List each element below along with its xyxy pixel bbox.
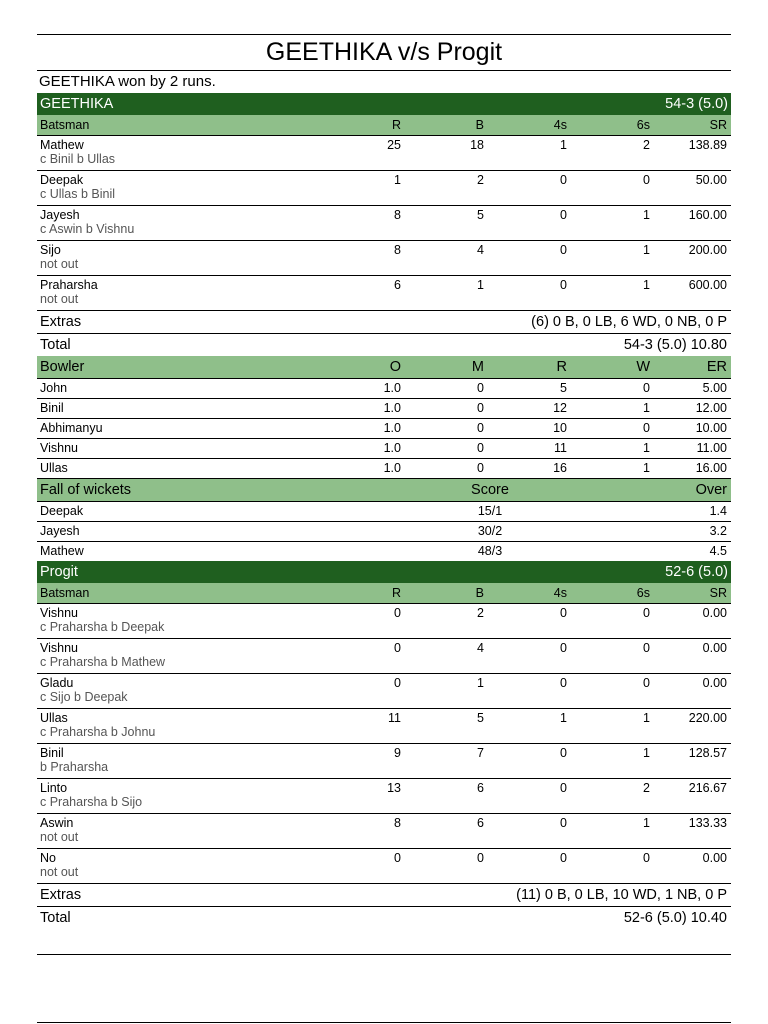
dismissal: c Sijo b Deepak (40, 690, 128, 704)
total-label: Total (40, 337, 71, 353)
table-row (37, 241, 731, 276)
extras-label: Extras (40, 887, 82, 903)
page-title: GEETHIKA v/s Progit (37, 34, 731, 71)
sixes: 1 (643, 816, 650, 830)
total-label: Total (40, 910, 71, 926)
fow-header (37, 479, 731, 502)
bowling-header (37, 356, 731, 379)
economy: 5.00 (702, 381, 727, 395)
overs: 1.0 (383, 381, 401, 395)
batsman-name: Vishnu (40, 641, 78, 655)
table-row (37, 171, 731, 206)
balls: 6 (477, 816, 484, 830)
col-r: R (556, 359, 567, 375)
table-row (37, 639, 731, 674)
wickets: 1 (643, 461, 650, 475)
runs: 0 (394, 676, 401, 690)
sixes: 0 (643, 676, 650, 690)
sixes: 0 (643, 173, 650, 187)
bowler-name: Abhimanyu (40, 421, 103, 435)
runs: 6 (394, 278, 401, 292)
team-name: Progit (40, 564, 78, 580)
sixes: 0 (643, 851, 650, 865)
runs: 9 (394, 746, 401, 760)
sixes: 0 (643, 641, 650, 655)
overs: 1.0 (383, 421, 401, 435)
innings-1-batting (37, 136, 731, 311)
dismissal: not out (40, 865, 79, 879)
strike-rate: 50.00 (695, 173, 727, 187)
strike-rate: 600.00 (688, 278, 727, 292)
sixes: 1 (643, 208, 650, 222)
table-row (37, 206, 731, 241)
overs: 1.0 (383, 401, 401, 415)
match-result: GEETHIKA won by 2 runs. (39, 73, 216, 90)
fow-over: 3.2 (709, 524, 727, 538)
balls: 1 (477, 278, 484, 292)
runs: 1 (394, 173, 401, 187)
maidens: 0 (477, 461, 484, 475)
balls: 1 (477, 676, 484, 690)
runs: 10 (553, 421, 567, 435)
wickets: 1 (643, 441, 650, 455)
table-row (37, 849, 731, 884)
economy: 10.00 (695, 421, 727, 435)
team-score: 52-6 (5.0) (665, 564, 728, 580)
dismissal: not out (40, 292, 79, 306)
strike-rate: 133.33 (688, 816, 727, 830)
fow-score: 30/2 (477, 524, 503, 538)
balls: 6 (477, 781, 484, 795)
economy: 16.00 (695, 461, 727, 475)
batsman-name: Vishnu (40, 606, 78, 620)
batsman-name: Mathew (40, 138, 84, 152)
wickets: 0 (643, 421, 650, 435)
strike-rate: 160.00 (688, 208, 727, 222)
table-row (37, 379, 731, 399)
bowler-name: John (40, 381, 68, 395)
batsman-name: Sijo (40, 243, 61, 257)
runs: 25 (387, 138, 401, 152)
col-sr: SR (709, 586, 727, 600)
table-row (37, 399, 731, 419)
fours: 0 (560, 851, 567, 865)
batting-header (37, 583, 731, 604)
balls: 4 (477, 243, 484, 257)
table-row (37, 439, 731, 459)
innings-2-header (37, 561, 731, 583)
col-er: ER (706, 359, 727, 375)
maidens: 0 (477, 401, 484, 415)
dismissal: c Praharsha b Johnu (40, 725, 156, 739)
table-row (37, 709, 731, 744)
table-row (37, 459, 731, 479)
strike-rate: 0.00 (702, 606, 727, 620)
batsman-name: Ullas (40, 711, 68, 725)
fours: 0 (560, 173, 567, 187)
table-row (37, 814, 731, 849)
team-score: 54-3 (5.0) (665, 96, 728, 112)
fours: 0 (560, 243, 567, 257)
runs: 12 (553, 401, 567, 415)
fow-batsman: Mathew (40, 544, 84, 558)
strike-rate: 216.67 (688, 781, 727, 795)
table-row (37, 604, 731, 639)
fours: 1 (560, 138, 567, 152)
fow-batsman: Jayesh (40, 524, 80, 538)
extras-row (37, 311, 731, 334)
sixes: 2 (643, 781, 650, 795)
overs: 1.0 (383, 441, 401, 455)
dismissal: c Binil b Ullas (40, 152, 116, 166)
maidens: 0 (477, 381, 484, 395)
team-name: GEETHIKA (40, 96, 114, 112)
fours: 1 (560, 711, 567, 725)
fow-score: 15/1 (477, 504, 503, 518)
col-bowler: Bowler (40, 359, 85, 375)
table-row (37, 419, 731, 439)
divider (37, 954, 731, 955)
innings-1-fow (37, 502, 731, 561)
balls: 5 (477, 711, 484, 725)
col-sr: SR (709, 118, 727, 132)
fours: 0 (560, 641, 567, 655)
dismissal: c Praharsha b Deepak (40, 620, 165, 634)
maidens: 0 (477, 421, 484, 435)
col-4s: 4s (553, 118, 567, 132)
wickets: 1 (643, 401, 650, 415)
fours: 0 (560, 676, 567, 690)
total-value: 54-3 (5.0) 10.80 (623, 337, 727, 353)
table-row (37, 136, 731, 171)
runs: 16 (553, 461, 567, 475)
innings-2-batting (37, 604, 731, 884)
col-m: M (471, 359, 484, 375)
strike-rate: 0.00 (702, 641, 727, 655)
batsman-name: No (40, 851, 56, 865)
col-b: B (475, 586, 484, 600)
runs: 8 (394, 243, 401, 257)
fow-over: 1.4 (709, 504, 727, 518)
runs: 0 (394, 606, 401, 620)
strike-rate: 138.89 (688, 138, 727, 152)
col-batsman: Batsman (40, 586, 90, 600)
table-row (37, 502, 731, 522)
overs: 1.0 (383, 461, 401, 475)
dismissal: c Praharsha b Mathew (40, 655, 166, 669)
fow-over: 4.5 (709, 544, 727, 558)
balls: 0 (477, 851, 484, 865)
fow-batsman: Deepak (40, 504, 84, 518)
runs: 0 (394, 641, 401, 655)
strike-rate: 220.00 (688, 711, 727, 725)
bowler-name: Ullas (40, 461, 68, 475)
economy: 12.00 (695, 401, 727, 415)
batsman-name: Gladu (40, 676, 74, 690)
col-batsman: Batsman (40, 118, 90, 132)
dismissal: not out (40, 257, 79, 271)
strike-rate: 200.00 (688, 243, 727, 257)
sixes: 2 (643, 138, 650, 152)
runs: 8 (394, 208, 401, 222)
dismissal: c Praharsha b Sijo (40, 795, 143, 809)
table-row (37, 542, 731, 561)
strike-rate: 0.00 (702, 676, 727, 690)
runs: 13 (387, 781, 401, 795)
fours: 0 (560, 606, 567, 620)
extras-value: (6) 0 B, 0 LB, 6 WD, 0 NB, 0 P (531, 314, 727, 330)
total-row (37, 334, 731, 356)
extras-value: (11) 0 B, 0 LB, 10 WD, 1 NB, 0 P (516, 887, 727, 903)
extras-label: Extras (40, 314, 82, 330)
strike-rate: 128.57 (688, 746, 727, 760)
col-o: O (389, 359, 401, 375)
fours: 0 (560, 816, 567, 830)
runs: 0 (394, 851, 401, 865)
dismissal: c Ullas b Binil (40, 187, 116, 201)
col-4s: 4s (553, 586, 567, 600)
maidens: 0 (477, 441, 484, 455)
table-row (37, 674, 731, 709)
batsman-name: Aswin (40, 816, 74, 830)
col-over: Over (695, 482, 727, 498)
balls: 4 (477, 641, 484, 655)
balls: 18 (470, 138, 484, 152)
innings-1-bowling (37, 379, 731, 479)
col-w: W (636, 359, 650, 375)
total-value: 52-6 (5.0) 10.40 (623, 910, 727, 926)
runs: 8 (394, 816, 401, 830)
batsman-name: Jayesh (40, 208, 80, 222)
table-row (37, 744, 731, 779)
col-fow: Fall of wickets (40, 482, 132, 498)
batsman-name: Deepak (40, 173, 84, 187)
batsman-name: Linto (40, 781, 68, 795)
batsman-name: Praharsha (40, 278, 98, 292)
table-row (37, 779, 731, 814)
table-row (37, 522, 731, 542)
runs: 11 (388, 711, 401, 725)
total-row (37, 907, 731, 929)
fow-score: 48/3 (477, 544, 503, 558)
balls: 2 (477, 606, 484, 620)
wickets: 0 (643, 381, 650, 395)
sixes: 1 (643, 711, 650, 725)
fours: 0 (560, 746, 567, 760)
dismissal: b Praharsha (40, 760, 109, 774)
col-6s: 6s (636, 118, 650, 132)
runs: 5 (560, 381, 567, 395)
col-score: Score (471, 482, 509, 498)
bowler-name: Binil (40, 401, 64, 415)
col-r: R (391, 118, 401, 132)
balls: 5 (477, 208, 484, 222)
dismissal: c Aswin b Vishnu (40, 222, 135, 236)
balls: 7 (477, 746, 484, 760)
dismissal: not out (40, 830, 79, 844)
batting-header (37, 115, 731, 136)
sixes: 0 (643, 606, 650, 620)
divider (37, 1022, 731, 1023)
col-r: R (391, 586, 401, 600)
col-6s: 6s (636, 586, 650, 600)
sixes: 1 (643, 278, 650, 292)
scorecard (37, 34, 731, 929)
batsman-name: Binil (40, 746, 64, 760)
sixes: 1 (643, 243, 650, 257)
balls: 2 (477, 173, 484, 187)
extras-row (37, 884, 731, 907)
table-row (37, 276, 731, 311)
col-b: B (475, 118, 484, 132)
fours: 0 (560, 781, 567, 795)
economy: 11.00 (696, 441, 727, 455)
fours: 0 (560, 278, 567, 292)
strike-rate: 0.00 (702, 851, 727, 865)
runs: 11 (554, 441, 567, 455)
innings-1-header (37, 93, 731, 115)
fours: 0 (560, 208, 567, 222)
bowler-name: Vishnu (40, 441, 78, 455)
sixes: 1 (643, 746, 650, 760)
